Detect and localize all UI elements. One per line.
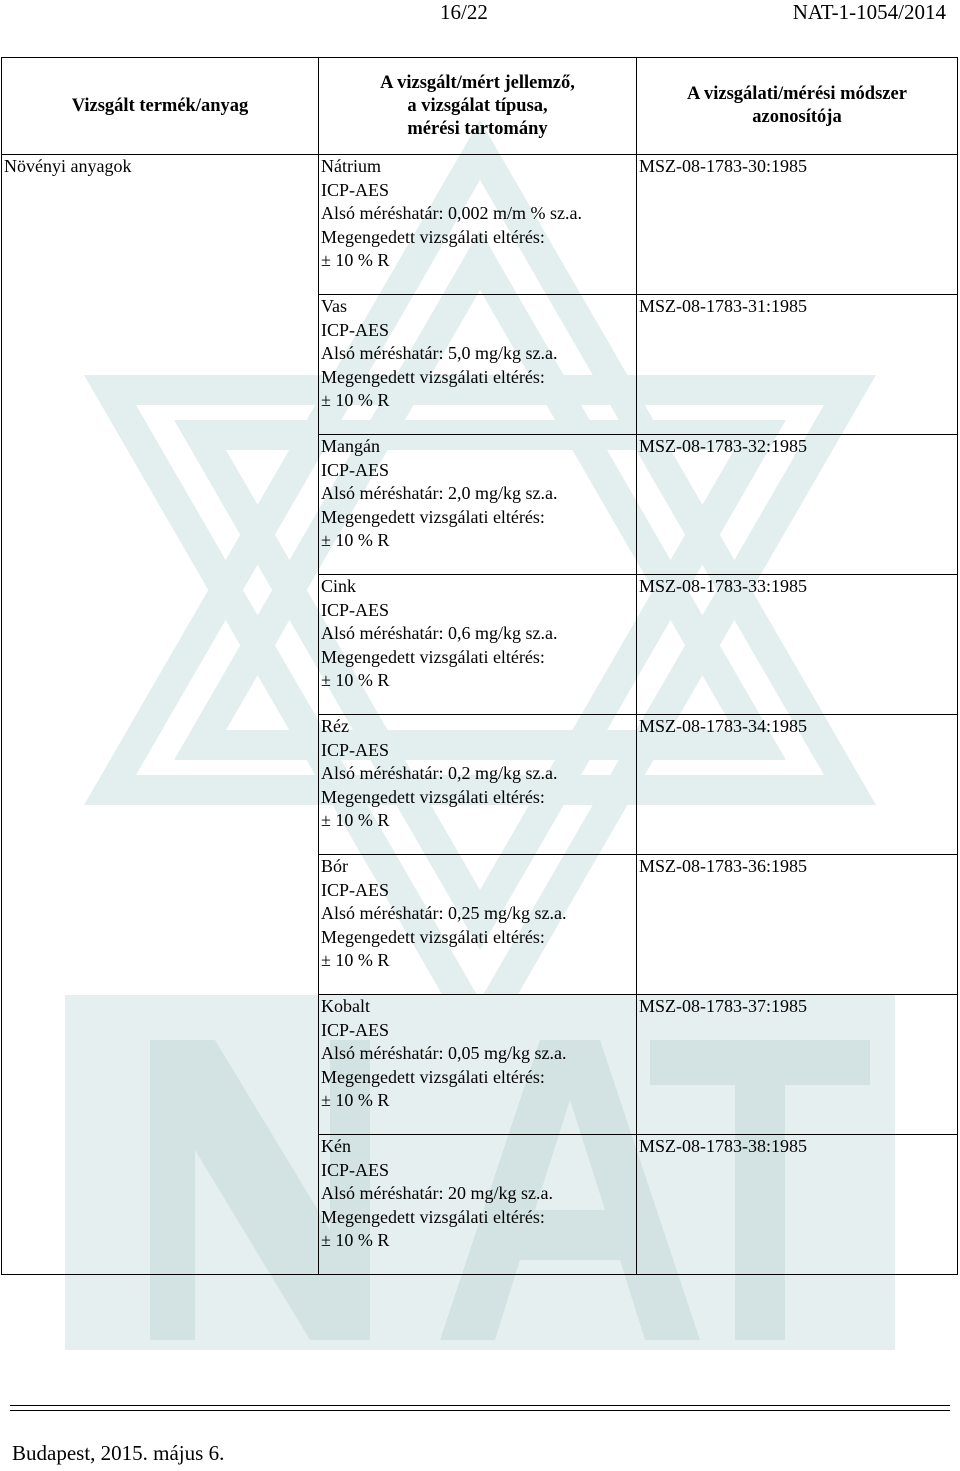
tolerance-label: Megengedett vizsgálati eltérés: (321, 1206, 545, 1227)
table-header-row (2, 58, 958, 155)
lower-limit: Alsó méréshatár: 0,2 mg/kg sz.a. (321, 763, 558, 783)
property-cell (319, 435, 637, 575)
element-name: Cink (321, 576, 357, 596)
method-id: MSZ-08-1783-31:1985 (639, 296, 807, 316)
method-cell (637, 995, 958, 1135)
tolerance-value: ± 10 % R (321, 250, 390, 270)
method-id: MSZ-08-1783-34:1985 (639, 716, 807, 736)
element-name: Réz (321, 716, 349, 736)
tolerance-value: ± 10 % R (321, 1090, 390, 1110)
element-name: Mangán (321, 436, 380, 456)
lower-limit: Alsó méréshatár: 0,05 mg/kg sz.a. (321, 1043, 567, 1063)
tolerance-value: ± 10 % R (321, 390, 390, 410)
product-cell (2, 155, 319, 1275)
method-cell (637, 855, 958, 995)
lower-limit: Alsó méréshatár: 0,6 mg/kg sz.a. (321, 623, 558, 643)
tolerance-label: Megengedett vizsgálati eltérés: (321, 506, 545, 527)
method-cell (637, 155, 958, 295)
property-cell (319, 575, 637, 715)
method-cell (637, 575, 958, 715)
footer-divider (10, 1410, 950, 1411)
lower-limit: Alsó méréshatár: 5,0 mg/kg sz.a. (321, 343, 558, 363)
element-name: Nátrium (321, 156, 381, 176)
method-id: MSZ-08-1783-36:1985 (639, 856, 807, 876)
column-header-method (637, 58, 958, 155)
method-id: MSZ-08-1783-37:1985 (639, 996, 807, 1016)
header-line: mérési tartomány (407, 118, 548, 139)
document-id: NAT-1-1054/2014 (792, 0, 946, 24)
element-name: Vas (321, 296, 347, 316)
accreditation-table (1, 57, 958, 1275)
footer-divider (10, 1405, 950, 1406)
test-type: ICP-AES (321, 1019, 390, 1040)
tolerance-value: ± 10 % R (321, 810, 390, 830)
property-cell (319, 855, 637, 995)
property-cell (319, 155, 637, 295)
property-cell (319, 1135, 637, 1275)
element-name: Kobalt (321, 996, 370, 1016)
tolerance-value: ± 10 % R (321, 670, 390, 690)
page-number: 16/22 (440, 0, 488, 24)
lower-limit: Alsó méréshatár: 2,0 mg/kg sz.a. (321, 483, 558, 503)
test-type: ICP-AES (321, 1159, 390, 1180)
test-type: ICP-AES (321, 179, 390, 200)
tolerance-label: Megengedett vizsgálati eltérés: (321, 786, 545, 807)
method-cell (637, 295, 958, 435)
element-name: Kén (321, 1136, 351, 1156)
test-type: ICP-AES (321, 459, 390, 480)
tolerance-label: Megengedett vizsgálati eltérés: (321, 1066, 545, 1087)
property-cell (319, 295, 637, 435)
column-header-property (319, 58, 637, 155)
method-id: MSZ-08-1783-33:1985 (639, 576, 807, 596)
header-line: a vizsgálat típusa, (407, 95, 548, 116)
lower-limit: Alsó méréshatár: 20 mg/kg sz.a. (321, 1183, 553, 1203)
method-id: MSZ-08-1783-38:1985 (639, 1136, 807, 1156)
test-type: ICP-AES (321, 739, 390, 760)
tolerance-value: ± 10 % R (321, 950, 390, 970)
test-type: ICP-AES (321, 319, 390, 340)
column-header-product (2, 58, 319, 155)
tolerance-label: Megengedett vizsgálati eltérés: (321, 226, 545, 247)
footer-place-date: Budapest, 2015. május 6. (12, 1441, 225, 1465)
lower-limit: Alsó méréshatár: 0,002 m/m % sz.a. (321, 203, 582, 223)
tolerance-value: ± 10 % R (321, 530, 390, 550)
test-type: ICP-AES (321, 599, 390, 620)
lower-limit: Alsó méréshatár: 0,25 mg/kg sz.a. (321, 903, 567, 923)
tolerance-label: Megengedett vizsgálati eltérés: (321, 366, 545, 387)
header-line: azonosítója (752, 107, 842, 127)
method-id: MSZ-08-1783-32:1985 (639, 436, 807, 456)
page-header (0, 0, 960, 30)
tolerance-value: ± 10 % R (321, 1230, 390, 1250)
header-line: A vizsgált/mért jellemző, (380, 72, 575, 93)
method-cell (637, 435, 958, 575)
header-line: A vizsgálati/mérési módszer (687, 84, 907, 104)
method-cell (637, 715, 958, 855)
method-cell (637, 1135, 958, 1275)
element-name: Bór (321, 856, 348, 876)
product-name: Növényi anyagok (4, 156, 132, 176)
tolerance-label: Megengedett vizsgálati eltérés: (321, 926, 545, 947)
property-cell (319, 715, 637, 855)
method-id: MSZ-08-1783-30:1985 (639, 156, 807, 176)
table-body (2, 155, 958, 1275)
property-cell (319, 995, 637, 1135)
tolerance-label: Megengedett vizsgálati eltérés: (321, 646, 545, 667)
header-line: Vizsgált termék/anyag (71, 95, 249, 116)
table-row (2, 155, 958, 295)
test-type: ICP-AES (321, 879, 390, 900)
